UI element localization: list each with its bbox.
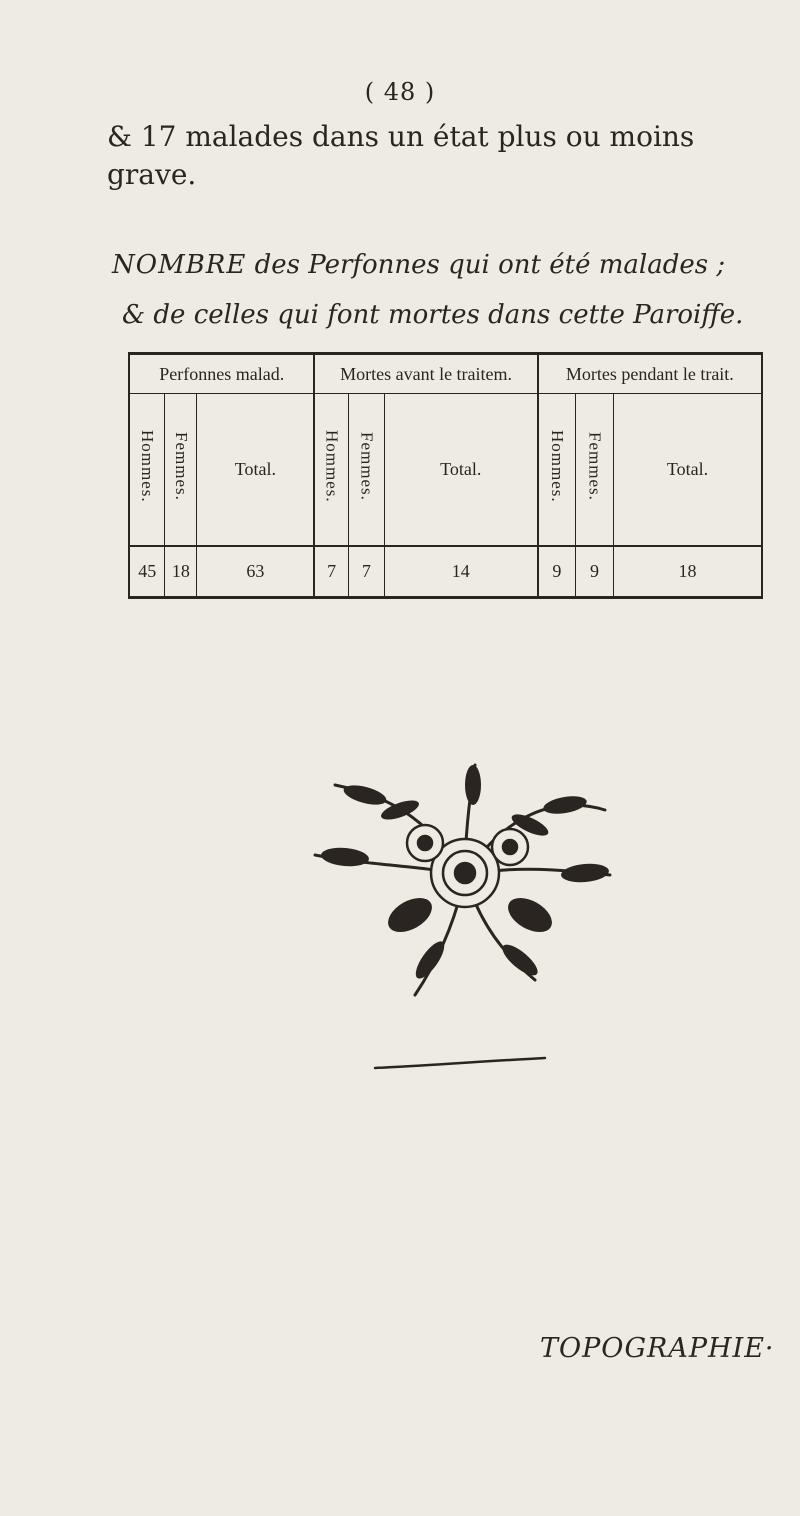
subheader-hommes-pendant: Hommes. xyxy=(538,394,576,546)
subheader-femmes-pendant: Femmes. xyxy=(576,394,614,546)
intro-line-2: grave. xyxy=(107,158,197,191)
value-pendant-hommes: 9 xyxy=(538,546,576,598)
floral-bouquet-icon xyxy=(305,755,625,1005)
table-row xyxy=(129,546,762,598)
heading-caps-word: NOMBRE xyxy=(112,250,247,280)
page-number: ( 48 ) xyxy=(364,78,436,106)
intro-paragraph xyxy=(107,118,767,194)
heading-line-2: & de celles qui font mortes dans cette Paroiffe. xyxy=(122,300,744,330)
subheader-total-pendant: Total. xyxy=(614,394,763,546)
value-malades-total: 63 xyxy=(197,546,315,598)
subheader-total-avant: Total. xyxy=(384,394,537,546)
table-heading xyxy=(112,240,792,340)
value-malades-hommes: 45 xyxy=(129,546,165,598)
statistics-table-wrap xyxy=(128,352,763,596)
value-malades-femmes: 18 xyxy=(165,546,197,598)
heading-line-1-rest: des Perfonnes qui ont été malades ; xyxy=(246,250,726,280)
value-avant-femmes: 7 xyxy=(348,546,384,598)
group-header-mortes-pendant: Mortes pendant le trait. xyxy=(538,354,762,394)
ornament-flourish-line xyxy=(370,1052,550,1074)
value-pendant-total: 18 xyxy=(614,546,763,598)
intro-line-1: & 17 malades dans un état plus ou moins xyxy=(107,120,695,153)
value-avant-hommes: 7 xyxy=(314,546,348,598)
heading-line-1 xyxy=(112,240,792,290)
group-header-mortes-avant: Mortes avant le traitem. xyxy=(314,354,537,394)
value-pendant-femmes: 9 xyxy=(576,546,614,598)
subheader-hommes-malades: Hommes. xyxy=(129,394,165,546)
group-header-malades: Perfonnes malad. xyxy=(129,354,314,394)
subheader-femmes-avant: Femmes. xyxy=(348,394,384,546)
statistics-table xyxy=(128,352,763,599)
subheader-femmes-malades: Femmes. xyxy=(165,394,197,546)
subheader-hommes-avant: Hommes. xyxy=(314,394,348,546)
subheader-total-malades: Total. xyxy=(197,394,315,546)
catchword: TOPOGRAPHIE· xyxy=(540,1333,775,1364)
value-avant-total: 14 xyxy=(384,546,537,598)
